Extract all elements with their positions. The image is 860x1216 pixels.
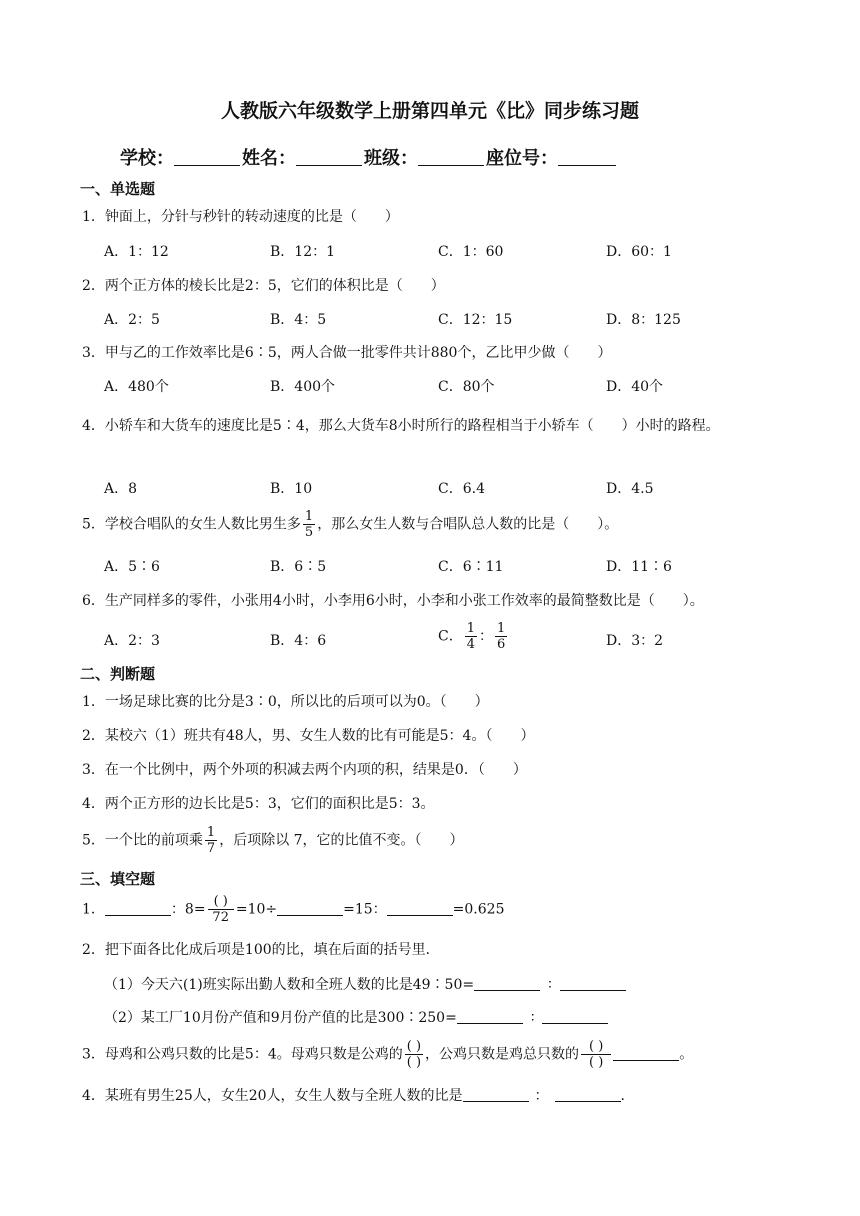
- q6-option-b[interactable]: B．4：6: [270, 633, 327, 649]
- q5-stem-part2: ，那么女生人数与合唱队总人数的比是（ ）。: [317, 516, 619, 533]
- q1-option-d[interactable]: D．60：1: [606, 244, 672, 260]
- class-label: 班级：: [364, 148, 418, 169]
- judge-3: 3．在一个比例中，两个外项的积减去两个内项的积，结果是0．（ ）: [82, 762, 527, 778]
- name-blank[interactable]: [296, 149, 362, 166]
- fill3-blank[interactable]: [613, 1047, 679, 1061]
- q3-option-b[interactable]: B．400个: [270, 379, 336, 395]
- fill1-blank-2[interactable]: [277, 902, 343, 916]
- q4-option-d[interactable]: D．4.5: [606, 481, 654, 497]
- seat-label: 座位号：: [486, 148, 558, 169]
- section-heading-fill: 三、填空题: [80, 870, 156, 888]
- q1-option-c[interactable]: C．1：60: [438, 244, 504, 260]
- fill2a-blank-2[interactable]: [560, 977, 626, 991]
- q6-option-a[interactable]: A．2：3: [104, 633, 160, 649]
- fill1-blank-1[interactable]: [105, 902, 171, 916]
- q4-option-a[interactable]: A．8: [104, 481, 138, 497]
- q2-option-c[interactable]: C．12：15: [438, 312, 513, 328]
- question-3: 3．甲与乙的工作效率比是6∶5，两人合做一批零件共计880个，乙比甲少做（ ）: [82, 345, 612, 361]
- q1-option-a[interactable]: A．1：12: [104, 244, 169, 260]
- fill2b-blank-2[interactable]: [542, 1010, 608, 1024]
- judge-2: 2．某校六（1）班共有48人，男、女生人数的比有可能是5：4。（ ）: [82, 728, 535, 744]
- fill-2-part-2: （2）某工厂10月份产值和9月份产值的比是300∶250= ∶: [104, 1007, 608, 1027]
- fill4-blank-2[interactable]: [555, 1088, 621, 1102]
- fill-2: 2．把下面各比化成后项是100的比，填在后面的括号里．: [82, 942, 440, 958]
- q2-option-d[interactable]: D．8：125: [606, 312, 681, 328]
- q5-option-c[interactable]: C．6∶11: [438, 559, 504, 575]
- judge-5: 5．一个比的前项乘 $\frac{1}{7}$ ，后项除以 7，它的比值不变。（ ）: [82, 825, 464, 856]
- name-label: 姓名：: [242, 148, 296, 169]
- fill3-fraction-2: $\frac{( )}{( )}$: [581, 1040, 611, 1069]
- fill1-fraction: $\frac{( )}{72}$: [208, 895, 234, 924]
- question-2: 2．两个正方体的棱长比是2：5，它们的体积比是（ ）: [82, 278, 445, 294]
- student-info-line: [120, 144, 618, 170]
- q4-option-c[interactable]: C．6.4: [438, 481, 485, 497]
- fill1-blank-3[interactable]: [387, 902, 453, 916]
- fill4-blank-1[interactable]: [463, 1088, 529, 1102]
- question-5: [82, 510, 618, 539]
- q1-option-b[interactable]: B．12：1: [270, 244, 336, 260]
- q6-option-d[interactable]: D．3：2: [606, 633, 664, 649]
- q5-stem-part1: 5．学校合唱队的女生人数比男生多: [82, 516, 301, 533]
- q5-fraction: $\frac{1}{5}$: [304, 509, 314, 540]
- fill2a-blank-1[interactable]: [474, 977, 540, 991]
- school-blank[interactable]: [174, 149, 240, 166]
- q5-option-b[interactable]: B．6∶5: [270, 559, 327, 575]
- section-heading-judge: 二、判断题: [80, 665, 156, 683]
- fill-3: 3．母鸡和公鸡只数的比是5：4。母鸡只数是公鸡的 $\frac{( )}{( )}$ ，公鸡只数是鸡总只数的 $\frac{( )}{( )}$ 。: [82, 1039, 694, 1070]
- question-6: 6．生产同样多的零件，小张用4小时，小李用6小时，小李和小张工作效率的最简整数比是（ ）。: [82, 593, 704, 609]
- question-1: 1．钟面上，分针与秒针的转动速度的比是（ ）: [82, 209, 399, 225]
- q2-option-a[interactable]: A．2：5: [104, 312, 160, 328]
- page-title: 人教版六年级数学上册第四单元《比》同步练习题: [220, 100, 639, 122]
- seat-blank[interactable]: [558, 149, 616, 166]
- q2-option-b[interactable]: B．4：5: [270, 312, 327, 328]
- class-blank[interactable]: [418, 149, 484, 166]
- q6-option-c[interactable]: C． $\frac{1}{4}$ ： $\frac{1}{6}$: [438, 621, 506, 652]
- section-heading-single-choice: 一、单选题: [80, 180, 156, 198]
- question-4: 4．小轿车和大货车的速度比是5∶4，那么大货车8小时所行的路程相当于小轿车（ ）小时的路程。: [82, 418, 720, 434]
- q4-option-b[interactable]: B．10: [270, 481, 313, 497]
- fill-4: 4．某班有男生25人，女生20人，女生人数与全班人数的比是 ： .: [82, 1088, 625, 1104]
- judge-4: 4．两个正方形的边长比是5：3，它们的面积比是5：3。: [82, 796, 435, 812]
- fill3-fraction-1: $\frac{( )}{( )}$: [406, 1039, 422, 1070]
- q5-option-d[interactable]: D．11∶6: [606, 559, 672, 575]
- judge-1: 1．一场足球比赛的比分是3∶0，所以比的后项可以为0。（ ）: [82, 694, 489, 710]
- fill-2-part-1: （1）今天六(1)班实际出勤人数和全班人数的比是49∶50= ∶: [104, 974, 626, 994]
- q3-option-c[interactable]: C．80个: [438, 379, 495, 395]
- q3-option-d[interactable]: D．40个: [606, 379, 664, 395]
- fill-1: 1． ：8= $\frac{( )}{72}$ =10÷ =15： =0.625: [82, 894, 505, 925]
- fill2b-blank-1[interactable]: [457, 1010, 523, 1024]
- q3-option-a[interactable]: A．480个: [104, 379, 169, 395]
- q6-c-fraction-2: $\frac{1}{6}$: [497, 621, 506, 652]
- q6-c-fraction-1: $\frac{1}{4}$: [466, 621, 475, 652]
- judge5-fraction: $\frac{1}{7}$: [206, 825, 216, 856]
- school-label: 学校：: [120, 148, 174, 169]
- q5-option-a[interactable]: A．5∶6: [104, 559, 160, 575]
